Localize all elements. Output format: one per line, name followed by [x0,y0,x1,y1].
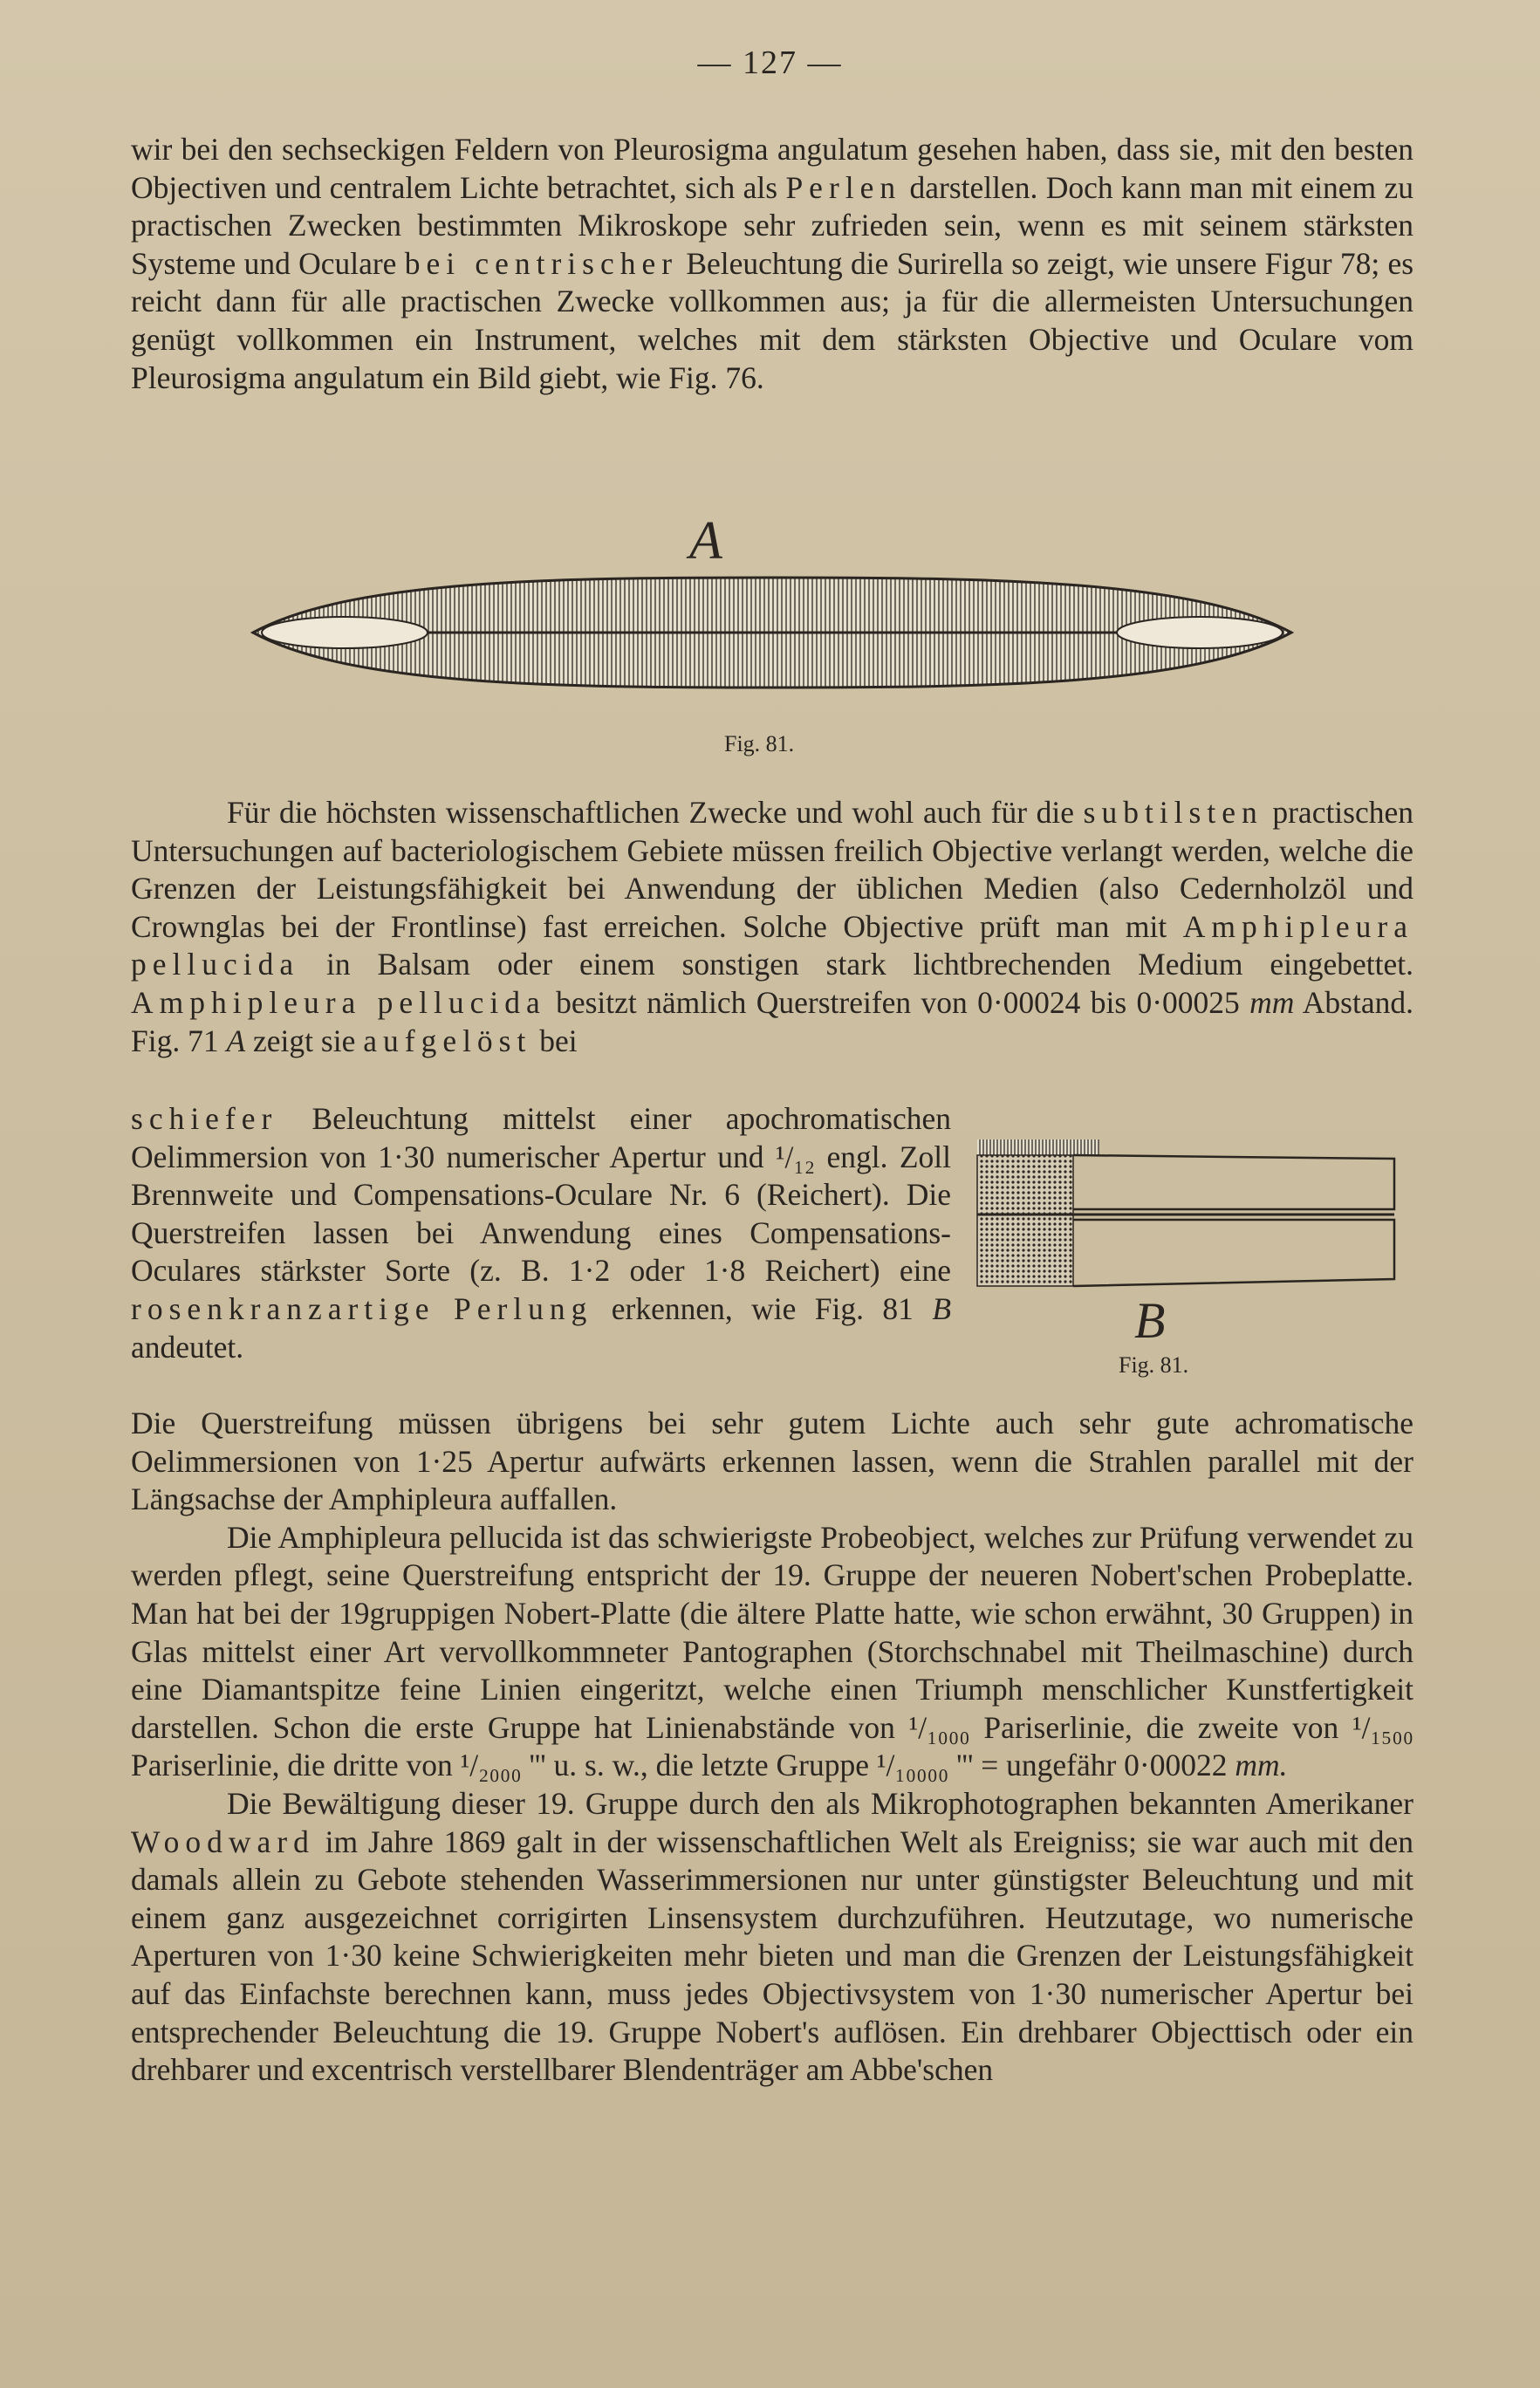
p1-text-b: darstellen. Doch kann man mit einem zu practischen Zwecken bestimmten Mikroskope sehr zufrieden sein, wenn es mit seinem stärksten Systeme und Oculare [131,169,1414,281]
p1-text-c: Beleuchtung die Surirella so zeigt, wie unsere Figur 78; es reicht dann für alle practischen Zwecke vollkommen aus; ja für die allermeisten Untersuchungen genügt vollkommen ein Instrument, welches mit dem stärksten Objective und Oculare vom Pleurosigma angulatum ein Bild giebt, wie Fig. 76. [131,245,1414,395]
paragraph-2-wrap [131,1100,951,1366]
figure-b-caption: Fig. 81. [1119,1352,1189,1378]
p4-frac-1: ¹/₁₀₀₀ [908,1709,970,1745]
wrap-text-b: engl. Zoll Brennweite und Compensations-Oculare Nr. 6 (Reichert). Die Querstreifen lassen bei Anwendung eines Compensations-Oculares stärkster Sorte (z. B. 1·2 oder 1·8 Reichert) eine [131,1139,951,1289]
wrap-text-d: andeutet. [131,1329,244,1365]
figure-a-label: A [689,511,722,571]
p4-frac-3: ¹/₂₀₀₀ ''' [460,1748,546,1783]
p5-text-b: im Jahre 1869 galt in der wissenschaftlichen Welt als Ereigniss; sie war auch mit den damals allein zu Gebote stehenden Wasserimmersionen nur unter günstigster Beleuchtung und mit einem ganz ausgezeichnet corrigirten Linsensystem durchzuführen. Heutzutage, wo numerische Aperturen von 1·30 keine Schwierigkeiten mehr bieten und man die Grenzen der Leistungsfähigkeit auf das Einfachste berechnen kann, muss jedes Objectivsystem von 1·30 numerischer Apertur bei entsprechender Beleuchtung die 19. Gruppe Nobert's auflösen. Ein drehbarer Objecttisch oder ein drehbarer und excentrisch verstellbarer Blendenträger am Abbe'schen [131,1824,1413,2088]
wrap-schiefer: schiefer [131,1101,278,1136]
paragraph-2 [131,794,1413,1060]
paragraph-1 [131,131,1413,397]
wrap-fraction: ¹/₁₂ [775,1139,816,1174]
p2-text-c: in Balsam oder einem sonstigen stark lichtbrechenden Medium eingebettet. [326,947,1413,982]
p2-aufgeloest: aufgelöst [363,1023,532,1058]
p2-fig-a: A [226,1023,246,1058]
p3-text: Die Querstreifung müssen übrigens bei sehr gutem Lichte auch sehr gute achromatische Oelimmersionen von 1·25 Apertur aufwärts erkennen lassen, wenn die Strahlen parallel mit der Längsachse der Amphipleura auffallen. [131,1406,1413,1517]
p4-text-a: Die Amphipleura pellucida ist das schwierigste Probeobject, welches zur Prüfung verwendet zu werden pflegt, seine Querstreifung entspricht der 19. Gruppe der neueren Nobert'schen Probeplatte. Man hat bei der 19gruppigen Nobert-Platte (die ältere Platte hatte, wie schon erwähnt, 30 Gruppen) in Glas mittelst einer Art vervollkommneter Pantographen (Storchschnabel mit Theilmaschine) durch eine Diamantspitze feine Linien eingeritzt, welche einen Triumph menschlicher Kunstfertigkeit darstellen. Schon die erste Gruppe hat Linienabstände von [131,1519,1413,1745]
p2-text-e: Abstand. Fig. 71 [131,984,1413,1058]
p5-text-a: Die Bewältigung dieser 19. Gruppe durch den als Mikrophotographen bekannten Amerikaner [227,1785,1413,1821]
p2-text-g: bei [539,1023,578,1058]
figure-a-caption: Fig. 81. [724,731,795,756]
figure-a-diatom [244,558,1300,707]
p2-text-a: Für die höchsten wissenschaftlichen Zwecke und wohl auch für die [227,795,1075,830]
p2-mm: mm [1249,984,1295,1020]
p2-amphipleura-2: Amphipleura pellucida [131,984,546,1020]
p1-perlen: Perlen [785,169,902,205]
p4-mm: mm. [1235,1748,1288,1783]
p4-frac-2: ¹/₁₅₀₀ [1352,1709,1414,1745]
wrap-rosenkranzartige: rosenkranzartige [131,1290,435,1326]
p2-text-b: practischen Untersuchungen auf bacteriologischem Gebiete müssen freilich Objective verlangt werden, welche die Grenzen der Leistungsfähigkeit bei Anwendung der üblichen Medien (also Cedernholzöl und Crownglas bei der Frontlinse) fast erreichen. Solche Objective prüft man mit [131,795,1413,944]
p4-text-d: u. s. w., die letzte Gruppe [553,1748,870,1783]
p1-centrisch: bei centrischer [404,245,679,281]
paragraph-3 [131,1405,1413,2090]
p2-text-f: zeigt sie [253,1023,356,1058]
page-number: — 127 — [697,44,843,81]
p2-subtilsten: subtilsten [1083,795,1263,830]
p2-text-d: besitzt nämlich Querstreifen von 0·00024 bis 0·00025 [556,984,1240,1020]
p5-woodward: Woodward [131,1824,315,1859]
wrap-fig-b: B [932,1290,952,1326]
p1-text-a: wir bei den sechseckigen Feldern von Pleurosigma angulatum gesehen haben, dass sie, mit den besten Objectiven und centralem Lichte betrachtet, sich als [131,132,1413,205]
p4-text-c: Pariserlinie, die dritte von [131,1748,453,1783]
p2-amphipleura-1: Amphipleura pellucida [131,908,1413,982]
wrap-text-c: erkennen, wie Fig. 81 [611,1290,914,1326]
p4-frac-4: ¹/₁₀₀₀₀ ''' [876,1748,974,1783]
wrap-perlung: Perlung [453,1290,593,1326]
p4-text-b: Pariserlinie, die zweite von [983,1709,1339,1745]
figure-b-diatom [968,1132,1403,1305]
figure-b-label: B [1134,1292,1166,1349]
wrap-text-a: Beleuchtung mittelst einer apochromatischen Oelimmersion von 1·30 numerischer Apertur und [131,1101,952,1174]
p4-text-e: = ungefähr 0·00022 [981,1748,1228,1783]
